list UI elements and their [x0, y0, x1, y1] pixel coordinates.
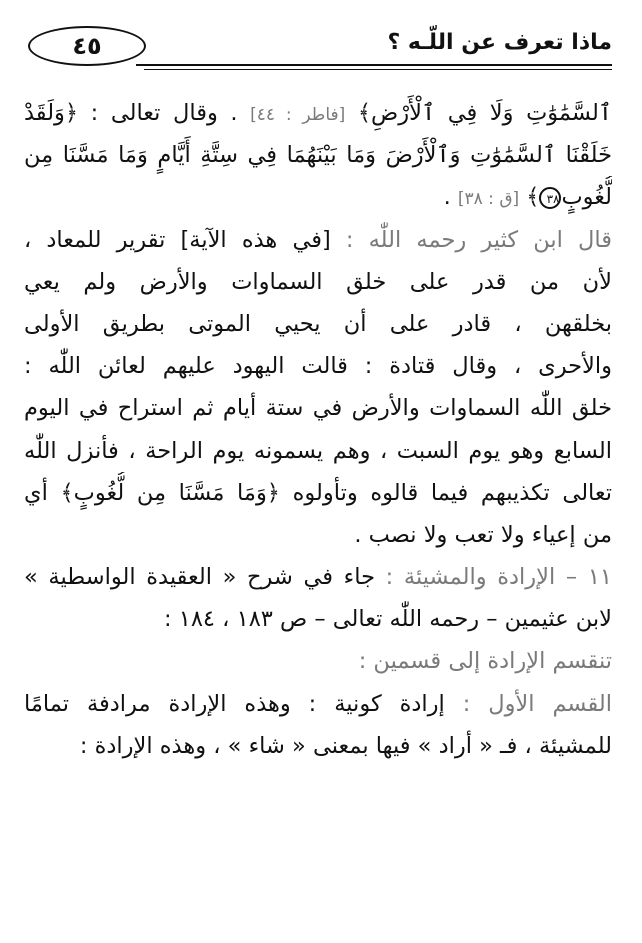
- text-line: [24, 514, 612, 556]
- text-span: .: [443, 184, 458, 211]
- text-line: [24, 92, 612, 134]
- text-span: من إعياء ولا تعب ولا نصب .: [354, 521, 612, 548]
- text-span: [في هذه الآية] تقرير للمعاد ،: [24, 226, 331, 253]
- text-span: خلق اللّٰه السماوات والأرض في ستة أيام ثم استراح في اليوم: [24, 395, 612, 422]
- text-line: [24, 219, 612, 261]
- text-span: ٱلسَّمَٰوَٰتِ وَلَا فِي ٱلْأَرْضِ: [371, 100, 612, 126]
- text-span: ﴾: [345, 100, 372, 126]
- text-span: ﴿وَلَقَدْ: [24, 100, 79, 126]
- text-span: السابع وهو يوم السبت ، وهم يسمونه يوم الراحة ، فأنزل اللّٰه: [24, 437, 612, 464]
- text-line: [24, 556, 612, 598]
- text-line: [24, 134, 612, 176]
- text-span: لابن عثيمين – رحمه اللّٰه تعالى – ص ١٨٣ ، ١٨٤ :: [164, 606, 612, 633]
- quran-reference: [فاطر : ٤٤]: [250, 105, 346, 125]
- text-span: لُّغُوبٍ: [561, 184, 612, 211]
- section-label: ١١ – الإرادة والمشيئة :: [375, 564, 612, 591]
- section-label: تنقسم الإرادة إلى قسمين :: [358, 648, 612, 675]
- text-span: إرادة كونية : وهذه الإرادة مرادفة تمامًا: [24, 690, 445, 717]
- book-title: ماذا تعرف عن اللّـه ؟: [387, 30, 612, 55]
- verse-number: ٣٨: [539, 187, 561, 209]
- text-line: [24, 598, 612, 640]
- text-span: ﴿وَمَا مَسَّنَا مِن لُّغُوبٍ﴾: [60, 479, 280, 506]
- text-span: ﴾: [519, 184, 540, 211]
- quran-reference: [ق : ٣٨]: [457, 189, 520, 210]
- text-span: والأحرى ، وقال قتادة : قالت اليهود عليهم لعائن اللّٰه :: [24, 353, 612, 380]
- section-label: قال ابن كثير رحمه اللّٰه :: [330, 226, 612, 253]
- text-line: [24, 725, 612, 767]
- text-line: [24, 176, 612, 218]
- page-header: [26, 24, 612, 72]
- body-text: [24, 92, 612, 767]
- header-rule: [136, 64, 612, 66]
- text-line: [24, 261, 612, 303]
- text-span: تعالى تكذيبهم فيما قالوه وتأولوه: [280, 479, 612, 506]
- text-line: [24, 683, 612, 725]
- text-line: [24, 303, 612, 345]
- header-rule-thin: [144, 69, 612, 70]
- text-span: للمشيئة ، فـ « أراد » فيها بمعنى « شاء » ، وهذه الإرادة :: [79, 732, 612, 759]
- text-line: [24, 345, 612, 387]
- text-line: [24, 640, 612, 682]
- page-number: ٤٥: [28, 26, 146, 66]
- text-span: أي: [24, 479, 61, 506]
- text-span: . وقال تعالى :: [78, 100, 251, 126]
- text-span: لأن من قدر على خلق السماوات والأرض ولم يعي: [24, 268, 612, 295]
- text-span: جاء في شرح « العقيدة الواسطية »: [24, 564, 375, 591]
- text-line: [24, 387, 612, 429]
- section-label: القسم الأول :: [444, 690, 612, 717]
- text-span: بخلقهن ، قادر على أن يحيي الموتى بطريق الأولى: [24, 310, 612, 337]
- text-span: خَلَقْنَا ٱلسَّمَٰوَٰتِ وَٱلْأَرْضَ وَمَا بَيْنَهُمَا فِي سِتَّةِ أَيَّامٍ وَمَا مَسَّنَا مِن: [24, 142, 612, 169]
- text-line: [24, 472, 612, 514]
- text-line: [24, 430, 612, 472]
